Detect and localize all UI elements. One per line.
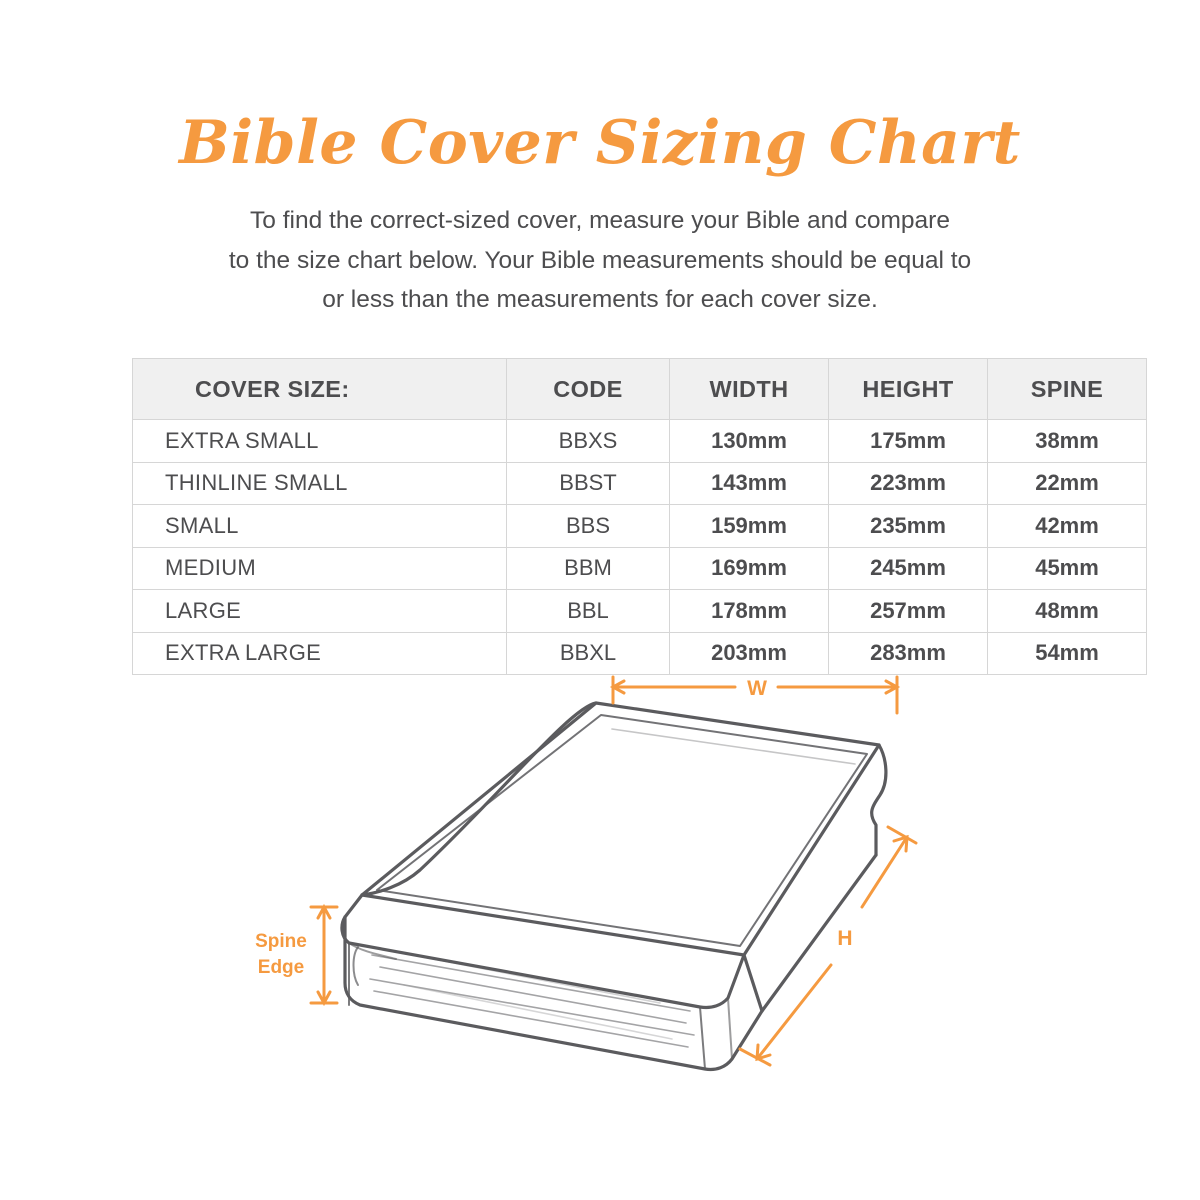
height-label: H (837, 927, 853, 950)
cell-spine: 48mm (988, 590, 1147, 633)
cell-height: 283mm (829, 632, 988, 675)
table-row (133, 505, 1147, 548)
cell-width: 130mm (670, 420, 829, 463)
cell-spine: 42mm (988, 505, 1147, 548)
cell-code: BBST (507, 462, 670, 505)
cell-height: 245mm (829, 547, 988, 590)
cell-width: 143mm (670, 462, 829, 505)
book-diagram (0, 655, 1200, 1155)
column-header-cover-size: COVER SIZE: (133, 359, 507, 420)
size-chart-table (132, 358, 1147, 675)
column-header-width: WIDTH (670, 359, 829, 420)
table-row (133, 590, 1147, 633)
cell-spine: 38mm (988, 420, 1147, 463)
cell-width: 178mm (670, 590, 829, 633)
width-label: W (747, 677, 767, 700)
cell-height: 223mm (829, 462, 988, 505)
spine-label-line-2: Edge (257, 957, 305, 978)
spine-label-line-1: Spine (255, 931, 307, 952)
cell-cover-size: LARGE (133, 590, 507, 633)
cell-cover-size: EXTRA SMALL (133, 420, 507, 463)
table-row (133, 547, 1147, 590)
intro-line-2: to the size chart below. Your Bible measurements should be equal to (228, 246, 972, 274)
cell-height: 175mm (829, 420, 988, 463)
cell-code: BBM (507, 547, 670, 590)
intro-line-3: or less than the measurements for each cover size. (322, 286, 878, 314)
cell-width: 159mm (670, 505, 829, 548)
cell-cover-size: SMALL (133, 505, 507, 548)
cell-cover-size: EXTRA LARGE (133, 632, 507, 675)
cell-spine: 45mm (988, 547, 1147, 590)
cell-code: BBXS (507, 420, 670, 463)
table-row (133, 462, 1147, 505)
column-header-code: CODE (507, 359, 670, 420)
intro-line-1: To find the correct-sized cover, measure your Bible and compare (250, 207, 950, 234)
column-header-spine: SPINE (988, 359, 1147, 420)
cell-width: 203mm (670, 632, 829, 675)
table-header-row (133, 359, 1147, 420)
size-chart-table-wrapper (132, 358, 1104, 675)
page-title: Bible Cover Sizing Chart (179, 108, 1021, 178)
table-header (133, 359, 1147, 420)
cell-code: BBS (507, 505, 670, 548)
cell-height: 235mm (829, 505, 988, 548)
table-body (133, 420, 1147, 675)
book-illustration-lines (342, 703, 886, 1070)
cell-cover-size: THINLINE SMALL (133, 462, 507, 505)
intro-paragraph (150, 201, 1050, 320)
cell-code: BBXL (507, 632, 670, 675)
table-row (133, 420, 1147, 463)
spine-dimension (311, 907, 337, 1003)
cell-spine: 22mm (988, 462, 1147, 505)
column-header-height: HEIGHT (829, 359, 988, 420)
cell-code: BBL (507, 590, 670, 633)
cell-spine: 54mm (988, 632, 1147, 675)
cell-height: 257mm (829, 590, 988, 633)
cell-width: 169mm (670, 547, 829, 590)
cell-cover-size: MEDIUM (133, 547, 507, 590)
